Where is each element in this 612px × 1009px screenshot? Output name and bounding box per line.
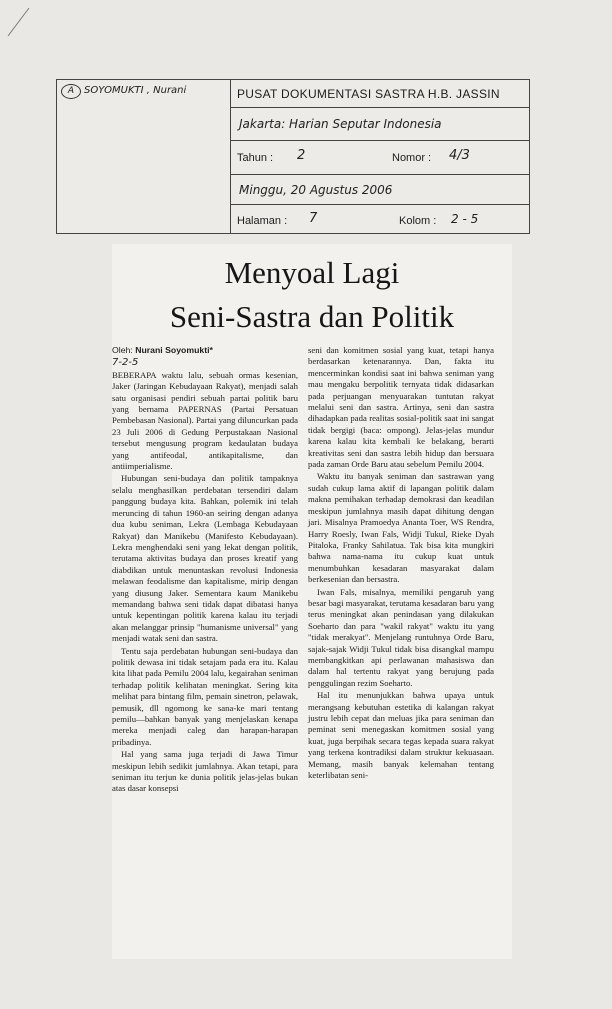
tahun-value: 2 <box>297 148 306 163</box>
nomor-label: Nomor : <box>392 152 432 164</box>
paragraph: Hubungan seni-budaya dan politik tampaknya selalu menghasilkan perdebatan tersendiri dalam panggung budaya kita. Bahkan, polemik ini telah meruncing di tahun 1960-an seiring dengan adanya dua kubu seniman, Lekra (Lembaga Kebudayaan Rakyat) dan Manikebu (Manifesto Kebudayaan). Lekra menghendaki seni yang lekat dengan politik, terutama aktivitas budaya dan proses kreatif yang diabdikan untuk menuntaskan revolusi Indonesia melawan feodalisme dan kapitalisme, mirip dengan yang diusung Jaker. Sementara kaum Manikebu memandang bahwa seni tidak dapat dibatasi hanya untuk kepentingan politik karena kalau itu terjadi akan melanggar prinsip "humanisme universal" yang menjadi watak seni dan sastra. <box>112 473 298 644</box>
byline-prefix: Oleh: <box>112 345 136 355</box>
halaman-value: 7 <box>309 211 318 226</box>
paragraph: seni dan komitmen sosial yang kuat, tetapi hanya berdasarkan ketenarannya. Dan, fakta itu mencerminkan kondisi saat ini bahwa seniman yang mau mengaku berpolitik ternyata tidak didasarkan pada perjuangan menyuarakan tuntutan rakyat melalui seni dan sastra. Artinya, seni dan sastra dihadapkan pada realitas sosial-politik saat ini sangat tidak bergigi (baca: ompong). Jelas-jelas mundur karena kalau kita kembali ke belakang, berarti kreativitas seni dan sastra lebih hidup dan bersuara pada zaman Orde Baru atau sebelum Pemilu 2004. <box>308 345 494 470</box>
date-row <box>231 175 529 205</box>
byline-author: Nurani Soyomukti* <box>135 345 213 355</box>
tahun-label: Tahun : <box>237 152 274 164</box>
paragraph: Iwan Fals, misalnya, memiliki pengaruh yang besar bagi masyarakat, terutama kesadaran baru yang terus meningkat akan penindasan yang dilakukan Soeharto dan para "wakil rakyat" waktu itu yang "tidak merakyat". Menjelang runtuhnya Orde Baru, sajak-sajak Widji Tukul tidak bisa disangkal mampu membangkitkan api perlawanan mahasiswa dan dalam hal tertentu rakyat yang berujung pada penggulingan rezim Soeharto. <box>308 586 494 688</box>
kolom-label: Kolom : <box>399 215 437 227</box>
article-title-line1: Menyoal Lagi <box>224 255 400 290</box>
kolom-value: 2 - 5 <box>451 212 479 226</box>
archive-title: PUSAT DOKUMENTASI SASTRA H.B. JASSIN <box>237 87 500 101</box>
article-column-right <box>308 345 494 782</box>
paragraph: Hal itu menunjukkan bahwa upaya untuk merangsang kebutuhan estetika di kalangan rakyat justru lebih cepat dan meluas jika para seniman dan peminat seni menegaskan komitmen sosial yang kuat, juga berpihak secara tegas kepada suara rakyat yang terkena kontradiksi dalam struktur kekuasaan. Memang, masih banyak kelemahan tentang keterlibatan seni- <box>308 690 494 781</box>
byline <box>112 345 298 356</box>
paragraph: Waktu itu banyak seniman dan sastrawan yang sudah cukup lama aktif di lapangan politik dalam makna pemihakan terhadap demokrasi dan keadilan meskipun jumlahnya masih dapat dihitung dengan jari. Misalnya Pramoedya Ananta Toer, WS Rendra, Harry Roesly, Iwan Fals, Widji Tukul, Rieke Dyah Pitaloka, Franky Sahilatua. Tak bisa kita mungkiri bahwa nama-nama itu cukup kuat untuk menumbuhkan kesadaran masyarakat dalam berkesenian dan bersastra. <box>308 471 494 585</box>
article-column-left <box>112 345 298 796</box>
halaman-label: Halaman : <box>237 215 288 227</box>
newspaper-clipping <box>112 244 512 959</box>
paragraph: BEBERAPA waktu lalu, sebuah ormas kesenian, Jaker (Jaringan Kebudayaan Rakyat), menjadi salah satu organisasi pendiri sebuah partai politik baru yang bernama PAPERNAS (Partai Persatuan Pembebasan Nasional). Partai yang diluncurkan pada 23 Juli 2006 di Gedung Perpustakaan Nasional tersebut mengusung program kedaulatan budaya yang antifeodal, antikapitalisme, dan antiimperialisme. <box>112 369 298 472</box>
archive-title-row <box>231 80 529 108</box>
author-cell <box>57 80 231 233</box>
halaman-kolom-row <box>231 205 529 233</box>
paragraph: Tentu saja perdebatan hubungan seni-budaya dan politik dewasa ini tidak setajam pada era itu. Kalau kita lihat pada Pemilu 2004 lalu, kegairahan seniman terhadap politik kelihatan meningkat. Sering kita melihat para bintang film, pemain sinetron, pelawak, pemusik, dll ngomong ke sana-ke mari tentang pemilu—bahkan banyak yang menjelaskan kenapa mereka menjadi caleg dan harapan-harapan pribadinya. <box>112 645 298 747</box>
source-row <box>231 108 529 141</box>
article-title-line2: Seni-Sastra dan Politik <box>169 299 455 334</box>
pen-stroke-mark <box>6 6 32 38</box>
archive-header-form <box>56 79 530 234</box>
paragraph: Hal yang sama juga terjadi di Jawa Timur meskipun lebih sedikit jumlahnya. Akan tetapi, para seniman itu terjun ke dunia politik jelas-jelas bukan atas dasar konsepsi <box>112 749 298 794</box>
author-handwritten <box>61 84 186 99</box>
nomor-value: 4/3 <box>449 148 470 163</box>
author-note: SOYOMUKTI , Nurani <box>84 85 187 96</box>
source-handwritten: Jakarta: Harian Seputar Indonesia <box>239 117 442 131</box>
tahun-nomor-row <box>231 141 529 175</box>
record-fields <box>231 80 529 233</box>
handwritten-column-note: 7-2-5 <box>112 357 139 369</box>
date-handwritten: Minggu, 20 Agustus 2006 <box>239 183 393 197</box>
author-note-label: A <box>61 84 81 99</box>
